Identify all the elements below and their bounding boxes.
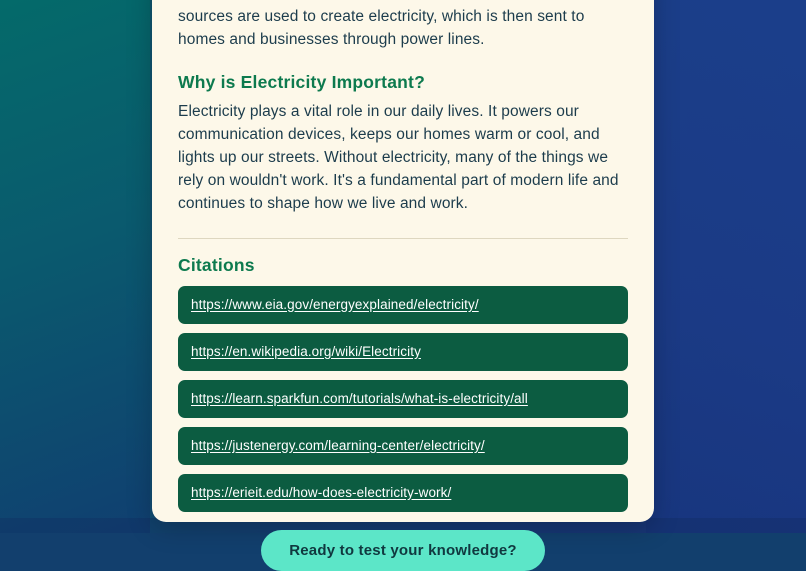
citation-link[interactable]: https://www.eia.gov/energyexplained/electricity/ (191, 296, 479, 312)
article-content (152, 0, 654, 571)
section-divider (178, 238, 628, 239)
article-card (152, 0, 654, 559)
citations-list (178, 286, 628, 512)
citation-item[interactable] (178, 286, 628, 324)
citation-link[interactable]: https://erieit.edu/how-does-electricity-work/ (191, 484, 452, 500)
section-heading-why-important: Why is Electricity Important? (178, 71, 425, 92)
ready-to-test-knowledge-button[interactable]: Ready to test your knowledge? (261, 530, 545, 571)
cta-container (178, 530, 628, 571)
citation-item[interactable] (178, 380, 628, 418)
citation-link[interactable]: https://justenergy.com/learning-center/electricity/ (191, 437, 485, 453)
citation-link[interactable]: https://learn.sparkfun.com/tutorials/what-is-electricity/all (191, 390, 528, 406)
background-gradient-right (646, 0, 806, 533)
citation-item[interactable] (178, 427, 628, 465)
section-paragraph-why-important: Electricity plays a vital role in our daily lives. It powers our communication devices, keeps our homes warm or cool, and lights up our streets. Without electricity, many of the things we rely on wouldn't work. It's a fundamental part of modern life and continues to shape how we live and work. (178, 102, 619, 212)
citations-heading: Citations (178, 254, 255, 275)
intro-paragraph: sources are used to create electricity, which is then sent to homes and businesses through power lines. (178, 8, 585, 48)
citation-item[interactable] (178, 474, 628, 512)
background-gradient-left (0, 0, 150, 533)
citation-item[interactable] (178, 333, 628, 371)
citation-link[interactable]: https://en.wikipedia.org/wiki/Electricity (191, 343, 421, 359)
